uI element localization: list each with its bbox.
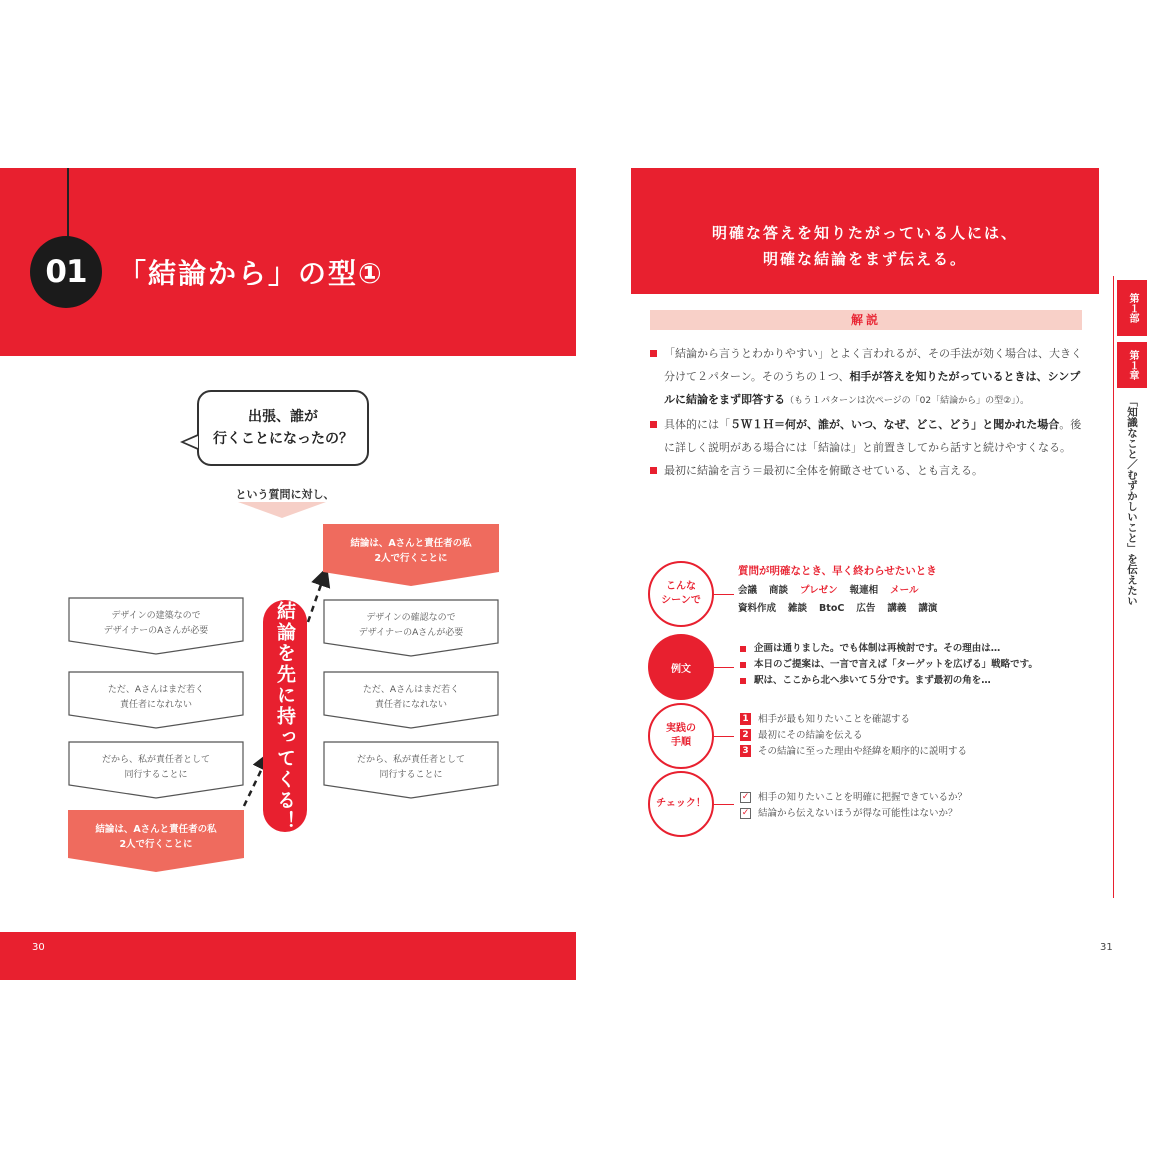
tag: 雑談: [788, 603, 808, 614]
practice-step-text: 最初にその結論を伝える: [758, 730, 863, 741]
conclusion-box-left: [68, 810, 244, 872]
connector-line: [714, 736, 734, 737]
bullet-bold-text: 相手が答えを知りたがっているときは、シンプルに結論をまず即答する: [664, 370, 1081, 406]
practice-step: [740, 728, 1080, 744]
step-text: デザイナーのAさんが必要: [358, 628, 464, 638]
step-text: 責任者になれない: [119, 700, 192, 710]
example-text: 本日のご提案は、一言で言えば「ターゲットを広げる」戦略です。: [754, 659, 1038, 670]
right-header-text: [631, 220, 1099, 272]
intro-down-arrow: [238, 502, 326, 518]
tag: メール: [890, 585, 919, 596]
vertical-emphasis-bar: 結論を先に持ってくる！: [263, 600, 307, 832]
speech-bubble-tail-fill: [184, 436, 198, 448]
page-title: 「結論から」の型①: [118, 257, 384, 290]
step-number-badge: 3: [740, 745, 751, 757]
connector-line: [714, 667, 734, 668]
explanation-label: 解説: [650, 310, 1082, 330]
scene-title: 質問が明確なとき、早く終わらせたいとき: [738, 565, 937, 577]
tag: 商談: [769, 585, 789, 596]
bubble-line-1: 出張、誰が: [248, 409, 318, 425]
flow-step-left-1: [68, 597, 244, 655]
header-line-1: 明確な答えを知りたがっている人には、: [711, 224, 1018, 242]
step-text: だから、私が責任者として: [356, 755, 465, 765]
example-line: [740, 673, 1080, 689]
scene-circle: [648, 561, 714, 627]
header-tick-line: [67, 168, 69, 242]
section-number-badge: 01: [30, 236, 102, 308]
bubble-line-2: 行くことになったの？: [213, 431, 353, 447]
chapter-tab: 第１章: [1117, 342, 1147, 388]
bullet-item: [650, 342, 1090, 413]
tag: 広告: [856, 603, 876, 614]
step-text: デザインの確認なので: [366, 613, 456, 623]
bullet-square-icon: [740, 646, 746, 652]
checkbox-icon: ✓: [741, 808, 750, 818]
step-number-badge: 1: [740, 713, 751, 725]
flow-step-right-1: [323, 599, 499, 657]
bullet-square-icon: [650, 467, 657, 474]
conclusion-text: 結論は、Aさんと責任者の私: [95, 824, 217, 835]
example-line: [740, 641, 1080, 657]
scene-tags: [738, 582, 949, 618]
connector-line: [714, 804, 734, 805]
check-item: [740, 806, 1080, 822]
page-number-left: 30: [32, 942, 45, 953]
practice-step-text: 相手が最も知りたいことを確認する: [758, 714, 911, 725]
tag: 資料作成: [738, 603, 777, 614]
example-circle: 例文: [648, 634, 714, 700]
flow-step-right-2: [323, 671, 499, 729]
step-text: 同行することに: [379, 770, 443, 780]
practice-step-text: その結論に至った理由や経緯を順序的に説明する: [758, 746, 968, 757]
intro-text: という質問に対し、: [235, 488, 335, 501]
example-lines: [740, 641, 1080, 689]
practice-step: [740, 712, 1080, 728]
bullet-text: 「結論から言うとわかりやすい」とよく言われるが、その手法が効く場合は、大きく分けて２パターン。そのうちの１つ、: [664, 347, 1082, 383]
bullet-item: [650, 413, 1090, 459]
check-circle: チェック！: [648, 771, 714, 837]
bullet-square-icon: [740, 662, 746, 668]
flow-step-left-2: [68, 671, 244, 729]
scene-label: こんな シーンで: [661, 581, 701, 606]
bullet-item: [650, 459, 1090, 482]
step-text: ただ、Aさんはまだ若く: [362, 685, 460, 695]
connector-line: [714, 594, 734, 595]
step-number-badge: 2: [740, 729, 751, 741]
checkbox-icon: ✓: [741, 792, 750, 802]
tag: 講義: [887, 603, 907, 614]
step-text: だから、私が責任者として: [101, 755, 210, 765]
step-text: 同行することに: [124, 770, 188, 780]
practice-steps: [740, 712, 1080, 760]
tag-row: [738, 582, 949, 600]
bullet-text: 具体的には「: [664, 418, 730, 431]
conclusion-box-right: [323, 524, 499, 586]
tag: 会議: [738, 585, 758, 596]
flow-step-left-3: [68, 741, 244, 799]
step-text: 責任者になれない: [374, 700, 447, 710]
step-text: デザイナーのAさんが必要: [103, 626, 209, 636]
chapter-title-vertical: 「知識なこと／むずかしいこと」を伝えたい: [1126, 396, 1138, 606]
check-text: 相手の知りたいことを明確に把握できているか？: [758, 792, 968, 803]
step-text: ただ、Aさんはまだ若く: [107, 685, 205, 695]
flow-step-right-3: [323, 741, 499, 799]
conclusion-text: 結論は、Aさんと責任者の私: [350, 538, 472, 549]
left-footer-band: [0, 932, 576, 980]
tag: 講演: [918, 603, 938, 614]
part-tab: 第１部: [1117, 280, 1147, 336]
bullet-bold-text: ５Ｗ１Ｈ＝何が、誰が、いつ、なぜ、どこ、どう」と聞かれた場合: [730, 418, 1060, 431]
page-number-right: 31: [1100, 942, 1113, 953]
tag: プレゼン: [800, 585, 838, 596]
check-item: [740, 790, 1080, 806]
bullet-text: 最初に結論を言う＝最初に全体を俯瞰させている、とも言える。: [664, 464, 983, 477]
step-text: デザインの建築なので: [111, 611, 201, 621]
example-line: [740, 657, 1080, 673]
bullet-text: 。後に詳しく説明がある場合には「結論は」と前置きしてから話すと続けやすくなる。: [664, 418, 1082, 454]
header-line-2: 明確な結論をまず伝える。: [762, 250, 967, 268]
explanation-bullets: [650, 342, 1090, 482]
bullet-square-icon: [650, 350, 657, 357]
conclusion-text: 2人で行くことに: [374, 553, 448, 564]
practice-step: [740, 744, 1080, 760]
practice-circle: [648, 703, 714, 769]
conclusion-text: 2人で行くことに: [119, 839, 193, 850]
tag-row: [738, 600, 949, 618]
example-text: 企画は通りました。でも体制は再検討です。その理由は…: [754, 643, 1001, 654]
bullet-square-icon: [740, 678, 746, 684]
tag: 報連相: [849, 585, 879, 596]
bullet-square-icon: [650, 421, 657, 428]
practice-label: 実践の 手順: [666, 723, 696, 748]
check-text: 結論から伝えないほうが得な可能性はないか？: [758, 808, 958, 819]
example-text: 駅は、ここから北へ歩いて５分です。まず最初の角を…: [754, 675, 991, 686]
tag: BtoC: [819, 603, 845, 614]
check-items: [740, 790, 1080, 822]
bullet-note: （もう１パターンは次ページの「02「結論から」の型②」）。: [785, 396, 1030, 406]
speech-bubble: [197, 390, 369, 466]
